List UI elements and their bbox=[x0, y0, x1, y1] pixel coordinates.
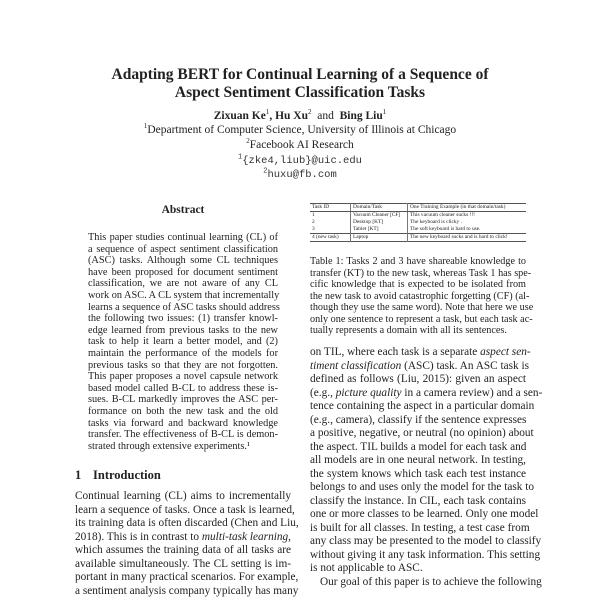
table-1 bbox=[310, 203, 526, 242]
text-line bbox=[310, 468, 526, 482]
text-segment: on TIL, where each task is a separate bbox=[310, 346, 481, 358]
affiliation bbox=[0, 123, 600, 138]
text-segment: portant in many practical scenarios. For example, bbox=[75, 571, 299, 583]
text-line bbox=[310, 575, 542, 590]
text-line: tually represents a domain with all its sentences. bbox=[310, 325, 507, 336]
text-segment: without giving it any task information. This setting bbox=[310, 548, 541, 561]
section-number: 1 bbox=[75, 468, 82, 482]
text-line: Table 1: Tasks 2 and 3 have shareable knowledge to bbox=[310, 256, 526, 267]
text-line: (ASC) tasks. Although some CL techniques bbox=[88, 255, 278, 267]
text-line bbox=[75, 571, 299, 585]
italic-text: timent classification bbox=[310, 359, 402, 372]
table-cell: The new keyboard sucks and is hard to click! bbox=[408, 234, 527, 242]
author-name: Hu Xu bbox=[275, 110, 308, 122]
text-segment: any class may be presented to the model to classify bbox=[310, 535, 542, 547]
text-segment: is not applicable to ASC. bbox=[310, 562, 423, 574]
text-line: a sequence of aspect sentiment classification bbox=[88, 243, 278, 255]
text-line bbox=[310, 548, 541, 563]
table-row bbox=[310, 219, 526, 226]
author-mark: 1 bbox=[382, 108, 387, 117]
email bbox=[0, 168, 600, 183]
text-segment: defined as follows (Liu, 2015): given an aspect bbox=[310, 373, 526, 385]
table-cell: 1 bbox=[310, 212, 351, 220]
text-line: have been proposed for document sentiment bbox=[88, 266, 278, 278]
table-row bbox=[310, 226, 526, 234]
text-segment: , bbox=[288, 530, 291, 543]
text-segment: tence containing the aspect in a particular domain bbox=[310, 400, 535, 412]
text-line: the following two issues: (1) transfer knowl- bbox=[88, 313, 278, 325]
text-segment: classify the instance. In CIL, each task contains bbox=[310, 494, 526, 507]
table-header: One Training Example (in that domain/task) bbox=[408, 204, 527, 212]
text-line: This paper proposes a novel capsule network bbox=[88, 371, 278, 383]
text-line bbox=[310, 481, 535, 495]
text-line: previous tasks so that they are not forgotten. bbox=[88, 359, 278, 371]
table-header: Domain/Task bbox=[351, 204, 408, 212]
paper-title bbox=[0, 66, 600, 102]
text-line: work on ASC. A CL system that incrementally bbox=[88, 289, 280, 301]
table-cell: This vacuum cleaner sucks !!! bbox=[410, 212, 475, 218]
text-segment: Continual learning (CL) aims to incrementally bbox=[75, 490, 291, 502]
text-line: formance on both the new task and the old bbox=[88, 405, 278, 417]
table-cell: 4 (new task) bbox=[310, 234, 351, 242]
text-line bbox=[310, 359, 530, 374]
title-line: Adapting BERT for Continual Learning of a Sequence of bbox=[111, 66, 489, 83]
text-line bbox=[75, 517, 299, 531]
text-segment: one or more classes to be learned. Only one model bbox=[310, 508, 539, 520]
text-line bbox=[310, 562, 526, 576]
right-column-body bbox=[310, 346, 543, 589]
text-line bbox=[75, 503, 295, 518]
text-line: the new task to avoid catastrophic forgetting (CF) (al- bbox=[310, 290, 530, 302]
text-line: classification, we are not aware of any CL bbox=[88, 278, 278, 290]
text-segment: is built for all classes. In testing, a test case from bbox=[310, 521, 530, 534]
text-segment: which assumes the training data of all tasks are bbox=[75, 544, 291, 556]
introduction-body bbox=[75, 490, 299, 598]
author-mark: 1 bbox=[265, 108, 270, 117]
text-line bbox=[75, 558, 291, 572]
affiliation bbox=[0, 138, 600, 153]
text-line bbox=[310, 521, 530, 536]
email-text: huxu@fb.com bbox=[267, 169, 337, 181]
text-line: This paper studies continual learning (CL) of bbox=[88, 232, 278, 243]
text-line: learns a sequence of ASC tasks should address bbox=[88, 301, 280, 313]
table-cell: Desktop [KT] bbox=[351, 219, 408, 226]
text-segment: a sentiment analysis company typically has many bbox=[75, 584, 299, 597]
text-line: sues. B-CL markedly improves the ASC per- bbox=[88, 394, 278, 406]
affiliation-mark: 2 bbox=[246, 137, 250, 146]
text-line bbox=[310, 441, 526, 455]
italic-text: multi-task learning bbox=[201, 530, 289, 543]
text-segment: (e.g., camera), classify if the sentence expresses bbox=[310, 413, 527, 426]
abstract-heading: Abstract bbox=[161, 204, 205, 216]
email bbox=[0, 154, 600, 169]
text-segment: learn a sequence of tasks. Once a task is learned, bbox=[75, 503, 295, 516]
text-line: based model called B-CL to address these is- bbox=[88, 382, 278, 394]
author-list: Zixuan Ke$^1$, Hu Xu$^2$ and Bing Liu$^1$ bbox=[213, 108, 387, 122]
text-line bbox=[75, 490, 291, 504]
table-cell: The soft keyboard is hard to use. bbox=[410, 226, 481, 232]
text-segment: all models are in one neural network. In testing, bbox=[310, 454, 526, 466]
title-line: Aspect Sentiment Classification Tasks bbox=[174, 84, 426, 101]
author-conjunction: and bbox=[317, 110, 334, 122]
text-line: tasks via forward and backward knowledge bbox=[88, 417, 278, 429]
text-segment: (ASC) task. An ASC task is bbox=[401, 359, 530, 372]
italic-text: aspect sen- bbox=[480, 346, 531, 358]
author-name: Bing Liu bbox=[339, 110, 383, 122]
text-line bbox=[310, 400, 535, 414]
introduction-heading bbox=[75, 468, 161, 483]
table-row bbox=[310, 234, 526, 242]
table-caption bbox=[310, 256, 534, 337]
text-line bbox=[310, 427, 534, 441]
text-line: edge learned from previous tasks to the new bbox=[88, 324, 278, 336]
text-segment: Our goal of this paper is to achieve the following bbox=[320, 575, 542, 588]
text-line: only one sentence to represent a task, but each task ac- bbox=[310, 313, 533, 325]
table-header-row bbox=[310, 204, 526, 212]
text-segment: its training data is often discarded (Chen and Liu, bbox=[75, 517, 299, 529]
text-line bbox=[310, 454, 526, 468]
text-line: maintain the performance of the models for bbox=[88, 347, 278, 359]
table-header: Task ID bbox=[310, 204, 351, 212]
table-cell: Tablet [KT] bbox=[351, 226, 408, 234]
table-cell: The keyboard is clicky . bbox=[410, 219, 462, 225]
table-cell: 3 bbox=[310, 226, 351, 234]
text-line bbox=[75, 531, 291, 545]
text-segment: a positive, negative, or neutral (no opinion) about bbox=[310, 427, 534, 439]
text-line: though they use the same word). Note that here we use bbox=[310, 302, 534, 313]
affiliation-mark: 1 bbox=[143, 122, 148, 131]
text-line bbox=[310, 414, 526, 428]
text-line bbox=[310, 346, 531, 360]
email-text: {zke4,liub}@uic.edu bbox=[242, 155, 362, 167]
table-row bbox=[310, 212, 526, 220]
text-segment: (e.g., bbox=[310, 386, 336, 399]
table-cell: 2 bbox=[310, 219, 351, 226]
email-mark: 1 bbox=[238, 153, 243, 162]
text-line: transfer (KT) to the new task, whereas Task 1 has spe- bbox=[310, 267, 532, 279]
text-line bbox=[75, 544, 291, 558]
abstract-body bbox=[88, 232, 278, 452]
email-mark: 2 bbox=[263, 167, 268, 176]
text-line bbox=[310, 495, 526, 509]
text-segment: belongs to and uses only the model for the task to bbox=[310, 481, 535, 493]
text-segment: in a camera review) and a sen- bbox=[401, 386, 543, 399]
text-line bbox=[310, 373, 526, 387]
text-line bbox=[310, 386, 543, 401]
text-segment: 2018). This is in contrast to bbox=[75, 530, 202, 543]
table-cell: Vacuum Cleaner [CF] bbox=[351, 212, 408, 220]
table-cell: Laptop bbox=[351, 234, 408, 242]
text-segment: the system knows which task each test instance bbox=[310, 467, 526, 480]
text-line bbox=[310, 535, 542, 549]
text-segment: available simultaneously. The CL setting is im- bbox=[75, 557, 291, 570]
text-line: transfer. The effectiveness of B-CL is demon- bbox=[88, 429, 278, 441]
affiliation-text: Department of Computer Science, University of Illinois at Chicago bbox=[147, 124, 457, 136]
author-name: Zixuan Ke bbox=[213, 110, 266, 122]
author-mark: 2 bbox=[308, 108, 312, 117]
text-line: cific knowledge that is expected to be isolated from bbox=[310, 279, 526, 290]
text-line bbox=[75, 584, 299, 599]
text-segment: the aspect. TIL builds a model for each task and bbox=[310, 440, 527, 453]
italic-text: picture quality bbox=[335, 386, 402, 399]
text-line bbox=[310, 508, 539, 522]
section-title: Introduction bbox=[93, 468, 161, 482]
text-line: strated through extensive experiments.¹ bbox=[88, 440, 251, 452]
affiliation-text: Facebook AI Research bbox=[249, 139, 354, 151]
text-line: task to help it learn a better model, and (2) bbox=[88, 336, 278, 348]
